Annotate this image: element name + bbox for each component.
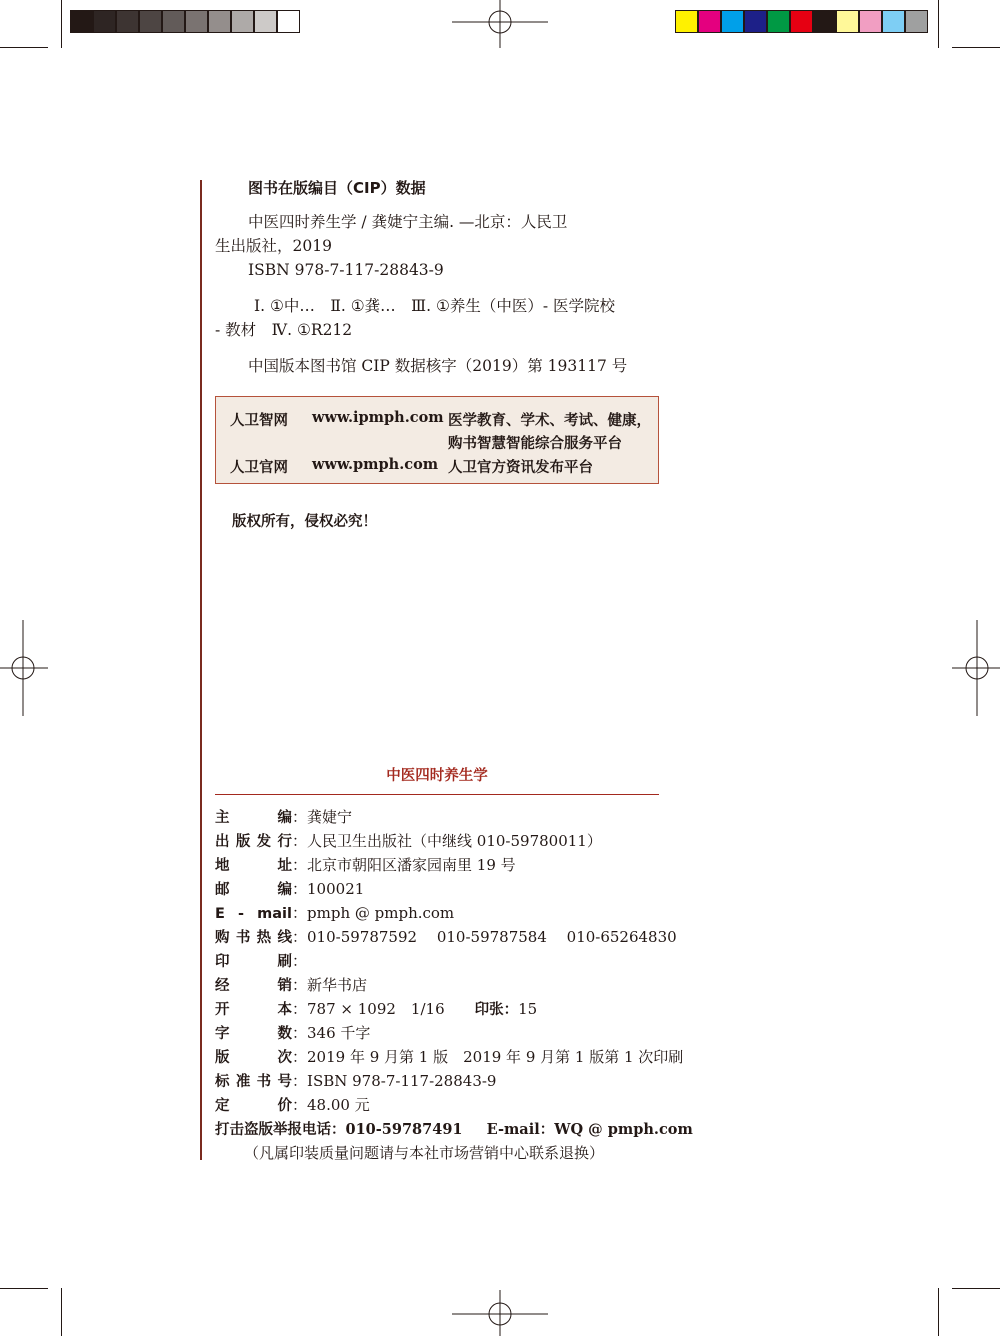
color-swatch [70,10,93,33]
info-value: 2019 年 9 月第 1 版 2019 年 9 月第 1 版第 1 次印刷 [307,1048,684,1066]
color-swatch [116,10,139,33]
info-value: 北京市朝阳区潘家园南里 19 号 [307,856,516,874]
color-swatch [767,10,790,33]
copyright-notice: 版权所有，侵权必究！ [232,514,377,530]
info-value: 新华书店 [307,976,368,994]
color-swatch [813,10,836,33]
cip-line-2: 生出版社，2019 [215,237,332,255]
crop-mark-tr-v [938,0,939,48]
info-label: 经 销 [215,978,292,994]
color-swatch [721,10,744,33]
crop-mark-br-h [952,1288,1000,1289]
crop-mark-bl-v [61,1288,62,1336]
color-swatch [790,10,813,33]
color-swatch [744,10,767,33]
color-swatch [859,10,882,33]
info-label: 主 编 [215,810,292,826]
gray-scale-bar [70,10,300,33]
cip-number: 中国版本图书馆 CIP 数据核字（2019）第 193117 号 [248,357,628,375]
promo-desc-1b: 购书智慧智能综合服务平台 [448,436,622,452]
info-sheets-label: 印张： [474,1002,519,1018]
report-email[interactable]: WQ @ pmph.com [554,1121,693,1138]
info-isbn: 标准书号：ISBN 978-7-117-28843-9 [215,1072,497,1090]
color-swatch [162,10,185,33]
promo-name-2: 人卫官网 [230,460,288,476]
info-label: 出版发行 [215,834,292,850]
color-swatch [675,10,698,33]
registration-mark-bottom [452,1290,548,1336]
info-hotline: 购书热线：010-59787592 010-59787584 010-65264830 [215,928,677,946]
info-value: 010-59787592 010-59787584 010-65264830 [307,928,677,946]
registration-mark-right [952,620,1000,716]
color-swatch [139,10,162,33]
info-value: 48.00 元 [307,1096,370,1114]
promo-name-1: 人卫智网 [230,413,288,429]
info-value: 人民卫生出版社（中继线 010-59780011） [307,832,602,850]
quality-note: （凡属印装质量问题请与本社市场营销中心联系退换） [244,1144,605,1162]
info-value: ISBN 978-7-117-28843-9 [307,1072,497,1090]
cip-line-1: 中医四时养生学 / 龚婕宁主编. —北京：人民卫 [248,213,568,231]
info-label: 标准书号 [215,1074,292,1090]
report-email-label: E-mail： [486,1121,555,1138]
crop-mark-bl-h [0,1288,48,1289]
info-edition: 版 次：2019 年 9 月第 1 版 2019 年 9 月第 1 版第 1 次印刷 [215,1048,684,1066]
info-value: 龚婕宁 [307,808,353,826]
info-value: 787 × 1092 1/16 [307,1000,475,1018]
info-label: 地 址 [215,858,292,874]
info-printer: 印 刷： [215,952,308,970]
info-distributor: 经 销：新华书店 [215,976,368,994]
color-swatch [231,10,254,33]
color-swatch [93,10,116,33]
color-swatch [882,10,905,33]
registration-mark-top [452,0,548,48]
info-label: 开 本 [215,1002,292,1018]
info-wordcount: 字 数：346 千字 [215,1024,371,1042]
info-editor: 主 编：龚婕宁 [215,808,353,826]
info-value[interactable]: pmph @ pmph.com [307,904,455,922]
crop-mark-tl-h [0,47,48,48]
info-email: E - mail：pmph @ pmph.com [215,904,455,922]
info-label: E - mail [215,906,292,922]
promo-desc-2: 人卫官方资讯发布平台 [448,460,593,476]
title-divider [215,794,659,795]
crop-mark-tl-v [61,0,62,48]
report-label: 打击盗版举报电话： [215,1122,346,1138]
info-sheets-value: 15 [518,1000,538,1018]
registration-mark-left [0,620,48,716]
crop-mark-tr-h [952,47,1000,48]
promo-url-2[interactable]: www.pmph.com [312,456,439,473]
info-value: 100021 [307,880,365,898]
color-bar [675,10,928,33]
info-value: 346 千字 [307,1024,371,1042]
report-phone: 010-59787491 [345,1121,463,1138]
color-swatch [208,10,231,33]
promo-box [215,396,659,484]
cip-title: 图书在版编目（CIP）数据 [248,179,426,197]
cip-isbn: ISBN 978-7-117-28843-9 [248,261,444,279]
color-swatch [277,10,300,33]
info-label: 字 数 [215,1026,292,1042]
piracy-report-line [215,1118,693,1139]
promo-desc-1a: 医学教育、学术、考试、健康， [448,413,651,429]
info-price: 定 价：48.00 元 [215,1096,370,1114]
info-label: 邮 编 [215,882,292,898]
info-label: 购书热线 [215,930,292,946]
info-format: 开 本：787 × 1092 1/16 印张：15 [215,1000,538,1018]
margin-rule [200,180,202,1160]
info-address: 地 址：北京市朝阳区潘家园南里 19 号 [215,856,516,874]
info-label: 印 刷 [215,954,292,970]
info-label: 定 价 [215,1098,292,1114]
info-publisher: 出版发行：人民卫生出版社（中继线 010-59780011） [215,832,602,850]
crop-mark-br-v [938,1288,939,1336]
promo-url-1[interactable]: www.ipmph.com [312,409,444,426]
color-swatch [254,10,277,33]
color-swatch [836,10,859,33]
book-title: 中医四时养生学 [386,768,488,784]
cip-class-2: - 教材 Ⅳ. ①R212 [215,321,353,339]
color-swatch [185,10,208,33]
color-swatch [698,10,721,33]
info-postcode: 邮 编：100021 [215,880,365,898]
cip-class-1: Ⅰ. ①中… Ⅱ. ①龚… Ⅲ. ①养生（中医）- 医学院校 [254,297,616,315]
color-swatch [905,10,928,33]
info-label: 版 次 [215,1050,292,1066]
